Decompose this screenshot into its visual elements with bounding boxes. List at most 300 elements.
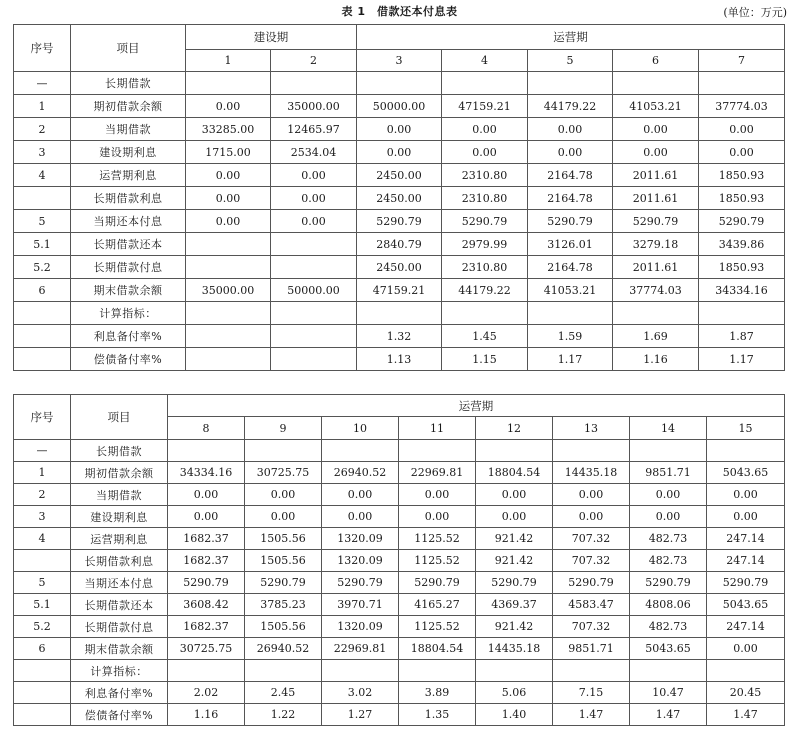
header-seq: 序号 <box>14 395 71 440</box>
value-cell: 1505.56 <box>245 550 322 572</box>
value-cell: 0.00 <box>168 484 245 506</box>
value-cell: 0.00 <box>357 141 442 164</box>
value-cell: 1.87 <box>699 325 785 348</box>
value-cell: 4369.37 <box>476 594 553 616</box>
row-seq: 5.1 <box>14 233 71 256</box>
value-cell: 1.27 <box>322 704 399 726</box>
table-row <box>14 118 785 141</box>
value-cell <box>168 660 245 682</box>
value-cell: 921.42 <box>476 616 553 638</box>
table-header-row <box>14 395 785 417</box>
value-cell: 0.00 <box>271 164 357 187</box>
value-cell: 5290.79 <box>168 572 245 594</box>
value-cell: 1.47 <box>707 704 785 726</box>
table-row <box>14 233 785 256</box>
value-cell <box>442 72 528 95</box>
value-cell: 1125.52 <box>399 616 476 638</box>
value-cell <box>399 660 476 682</box>
table-row <box>14 210 785 233</box>
table-row <box>14 704 785 726</box>
value-cell <box>271 348 357 371</box>
value-cell: 1505.56 <box>245 528 322 550</box>
value-cell: 5290.79 <box>442 210 528 233</box>
value-cell: 2164.78 <box>528 187 613 210</box>
period-header: 6 <box>613 50 699 72</box>
unit-note: (单位：万元) <box>723 6 787 19</box>
value-cell: 1320.09 <box>322 528 399 550</box>
table-row <box>14 302 785 325</box>
value-cell <box>271 256 357 279</box>
value-cell: 1125.52 <box>399 550 476 572</box>
period-header: 8 <box>168 417 245 440</box>
value-cell: 1.17 <box>528 348 613 371</box>
table-row <box>14 462 785 484</box>
value-cell <box>322 440 399 462</box>
period-header: 10 <box>322 417 399 440</box>
value-cell: 44179.22 <box>442 279 528 302</box>
row-item: 期末借款余额 <box>71 279 186 302</box>
value-cell: 1.16 <box>168 704 245 726</box>
table-row <box>14 95 785 118</box>
value-cell: 37774.03 <box>699 95 785 118</box>
row-seq <box>14 187 71 210</box>
value-cell: 247.14 <box>707 528 785 550</box>
value-cell: 0.00 <box>630 506 707 528</box>
value-cell: 1.16 <box>613 348 699 371</box>
value-cell: 0.00 <box>271 187 357 210</box>
value-cell: 5290.79 <box>476 572 553 594</box>
value-cell <box>357 72 442 95</box>
value-cell: 0.00 <box>271 210 357 233</box>
value-cell: 3970.71 <box>322 594 399 616</box>
row-item: 长期借款付息 <box>71 616 168 638</box>
row-seq: 5.2 <box>14 616 71 638</box>
period-header: 2 <box>271 50 357 72</box>
value-cell: 5290.79 <box>528 210 613 233</box>
value-cell: 1.15 <box>442 348 528 371</box>
row-seq <box>14 550 71 572</box>
value-cell: 34334.16 <box>168 462 245 484</box>
row-seq: 1 <box>14 95 71 118</box>
value-cell <box>476 660 553 682</box>
row-item: 期末借款余额 <box>71 638 168 660</box>
value-cell: 2979.99 <box>442 233 528 256</box>
value-cell: 0.00 <box>613 118 699 141</box>
value-cell <box>399 440 476 462</box>
value-cell: 2310.80 <box>442 187 528 210</box>
value-cell: 44179.22 <box>528 95 613 118</box>
value-cell: 0.00 <box>399 484 476 506</box>
header-item: 项目 <box>71 25 186 72</box>
value-cell: 247.14 <box>707 616 785 638</box>
row-item: 计算指标： <box>71 660 168 682</box>
value-cell: 47159.21 <box>357 279 442 302</box>
value-cell: 12465.97 <box>271 118 357 141</box>
period-header: 1 <box>186 50 271 72</box>
value-cell: 14435.18 <box>476 638 553 660</box>
value-cell: 3.02 <box>322 682 399 704</box>
value-cell <box>707 440 785 462</box>
value-cell: 3608.42 <box>168 594 245 616</box>
value-cell: 0.00 <box>186 187 271 210</box>
value-cell: 33285.00 <box>186 118 271 141</box>
row-item: 利息备付率% <box>71 325 186 348</box>
period-header: 9 <box>245 417 322 440</box>
value-cell: 2011.61 <box>613 164 699 187</box>
table-row <box>14 164 785 187</box>
value-cell: 5290.79 <box>613 210 699 233</box>
value-cell <box>528 302 613 325</box>
value-cell: 1682.37 <box>168 616 245 638</box>
value-cell: 0.00 <box>553 506 630 528</box>
value-cell: 41053.21 <box>528 279 613 302</box>
value-cell: 2164.78 <box>528 256 613 279</box>
value-cell: 1.40 <box>476 704 553 726</box>
value-cell: 35000.00 <box>271 95 357 118</box>
value-cell <box>186 256 271 279</box>
table-row <box>14 594 785 616</box>
value-cell <box>553 440 630 462</box>
value-cell: 0.00 <box>168 506 245 528</box>
table-header-row <box>14 25 785 50</box>
value-cell: 41053.21 <box>613 95 699 118</box>
value-cell: 1.59 <box>528 325 613 348</box>
row-seq <box>14 704 71 726</box>
value-cell: 5043.65 <box>630 638 707 660</box>
value-cell: 2310.80 <box>442 164 528 187</box>
row-item: 长期借款 <box>71 440 168 462</box>
value-cell: 921.42 <box>476 550 553 572</box>
value-cell: 1850.93 <box>699 164 785 187</box>
row-item: 当期借款 <box>71 118 186 141</box>
value-cell <box>613 302 699 325</box>
value-cell: 4808.06 <box>630 594 707 616</box>
value-cell: 0.00 <box>476 484 553 506</box>
value-cell: 50000.00 <box>271 279 357 302</box>
table-row <box>14 440 785 462</box>
table-row <box>14 660 785 682</box>
row-seq <box>14 348 71 371</box>
row-item: 当期还本付息 <box>71 572 168 594</box>
value-cell <box>357 302 442 325</box>
table-row <box>14 616 785 638</box>
row-seq: 5.1 <box>14 594 71 616</box>
period-header: 5 <box>528 50 613 72</box>
row-item: 长期借款还本 <box>71 594 168 616</box>
row-item: 当期还本付息 <box>71 210 186 233</box>
table-row <box>14 348 785 371</box>
table-row <box>14 682 785 704</box>
value-cell: 1320.09 <box>322 616 399 638</box>
value-cell: 34334.16 <box>699 279 785 302</box>
value-cell: 5290.79 <box>399 572 476 594</box>
period-header: 4 <box>442 50 528 72</box>
value-cell: 1.45 <box>442 325 528 348</box>
value-cell <box>186 348 271 371</box>
table-row <box>14 325 785 348</box>
value-cell: 30725.75 <box>168 638 245 660</box>
value-cell <box>613 72 699 95</box>
value-cell: 0.00 <box>442 141 528 164</box>
row-seq: 1 <box>14 462 71 484</box>
value-cell <box>271 325 357 348</box>
value-cell: 5043.65 <box>707 462 785 484</box>
row-item: 运营期利息 <box>71 528 168 550</box>
row-seq: 6 <box>14 638 71 660</box>
row-seq: 5 <box>14 210 71 233</box>
value-cell: 26940.52 <box>322 462 399 484</box>
row-item: 长期借款还本 <box>71 233 186 256</box>
row-seq <box>14 660 71 682</box>
value-cell <box>186 302 271 325</box>
period-header: 7 <box>699 50 785 72</box>
value-cell: 1.13 <box>357 348 442 371</box>
value-cell <box>699 302 785 325</box>
value-cell: 247.14 <box>707 550 785 572</box>
row-item: 偿债备付率% <box>71 348 186 371</box>
value-cell: 3785.23 <box>245 594 322 616</box>
value-cell: 5290.79 <box>553 572 630 594</box>
value-cell: 3126.01 <box>528 233 613 256</box>
value-cell: 5290.79 <box>630 572 707 594</box>
row-seq: 3 <box>14 506 71 528</box>
value-cell: 1.32 <box>357 325 442 348</box>
value-cell: 50000.00 <box>357 95 442 118</box>
value-cell: 0.00 <box>399 506 476 528</box>
value-cell <box>553 660 630 682</box>
value-cell <box>271 302 357 325</box>
value-cell: 2.45 <box>245 682 322 704</box>
header-operation-period: 运营期 <box>168 395 785 417</box>
table-row <box>14 72 785 95</box>
value-cell: 1.22 <box>245 704 322 726</box>
table-row <box>14 528 785 550</box>
value-cell: 14435.18 <box>553 462 630 484</box>
value-cell: 921.42 <box>476 528 553 550</box>
value-cell <box>168 440 245 462</box>
value-cell <box>528 72 613 95</box>
value-cell <box>630 660 707 682</box>
value-cell: 707.32 <box>553 528 630 550</box>
value-cell: 0.00 <box>699 141 785 164</box>
row-seq: 4 <box>14 528 71 550</box>
row-seq: 5.2 <box>14 256 71 279</box>
period-header: 15 <box>707 417 785 440</box>
repayment-table-part-1 <box>13 24 785 371</box>
value-cell <box>707 660 785 682</box>
value-cell <box>186 325 271 348</box>
row-seq: 6 <box>14 279 71 302</box>
row-item: 建设期利息 <box>71 141 186 164</box>
table-row <box>14 572 785 594</box>
value-cell: 1320.09 <box>322 550 399 572</box>
value-cell: 0.00 <box>186 164 271 187</box>
value-cell: 5290.79 <box>357 210 442 233</box>
value-cell: 4583.47 <box>553 594 630 616</box>
row-item: 偿债备付率% <box>71 704 168 726</box>
row-item: 期初借款余额 <box>71 462 168 484</box>
value-cell: 0.00 <box>186 210 271 233</box>
row-item: 当期借款 <box>71 484 168 506</box>
document-title: 表 1 借款还本付息表 <box>341 5 458 18</box>
period-header: 12 <box>476 417 553 440</box>
value-cell: 10.47 <box>630 682 707 704</box>
value-cell: 2450.00 <box>357 164 442 187</box>
value-cell: 18804.54 <box>399 638 476 660</box>
value-cell: 18804.54 <box>476 462 553 484</box>
value-cell: 0.00 <box>528 141 613 164</box>
table-row <box>14 506 785 528</box>
value-cell: 0.00 <box>707 484 785 506</box>
period-header: 11 <box>399 417 476 440</box>
value-cell: 1682.37 <box>168 528 245 550</box>
period-header: 14 <box>630 417 707 440</box>
value-cell: 5290.79 <box>699 210 785 233</box>
value-cell <box>322 660 399 682</box>
value-cell <box>476 440 553 462</box>
header-construction-period: 建设期 <box>186 25 357 50</box>
value-cell: 707.32 <box>553 550 630 572</box>
row-seq: 2 <box>14 484 71 506</box>
value-cell <box>271 233 357 256</box>
header-item: 项目 <box>71 395 168 440</box>
value-cell <box>245 660 322 682</box>
value-cell: 482.73 <box>630 528 707 550</box>
value-cell: 2164.78 <box>528 164 613 187</box>
value-cell: 9851.71 <box>630 462 707 484</box>
value-cell: 1.69 <box>613 325 699 348</box>
value-cell: 482.73 <box>630 616 707 638</box>
value-cell: 37774.03 <box>613 279 699 302</box>
value-cell: 5.06 <box>476 682 553 704</box>
row-seq <box>14 682 71 704</box>
value-cell: 2450.00 <box>357 256 442 279</box>
row-item: 运营期利息 <box>71 164 186 187</box>
value-cell: 0.00 <box>442 118 528 141</box>
value-cell: 0.00 <box>322 484 399 506</box>
value-cell: 9851.71 <box>553 638 630 660</box>
value-cell: 707.32 <box>553 616 630 638</box>
value-cell: 2011.61 <box>613 256 699 279</box>
value-cell: 0.00 <box>707 506 785 528</box>
value-cell: 2.02 <box>168 682 245 704</box>
table-row <box>14 187 785 210</box>
value-cell: 1850.93 <box>699 256 785 279</box>
row-item: 利息备付率% <box>71 682 168 704</box>
value-cell: 0.00 <box>699 118 785 141</box>
row-item: 计算指标： <box>71 302 186 325</box>
value-cell: 1850.93 <box>699 187 785 210</box>
row-item: 长期借款利息 <box>71 550 168 572</box>
value-cell <box>245 440 322 462</box>
value-cell: 20.45 <box>707 682 785 704</box>
value-cell: 1.47 <box>630 704 707 726</box>
value-cell: 2310.80 <box>442 256 528 279</box>
row-item: 期初借款余额 <box>71 95 186 118</box>
value-cell: 3.89 <box>399 682 476 704</box>
row-seq <box>14 325 71 348</box>
value-cell: 0.00 <box>245 484 322 506</box>
header-seq: 序号 <box>14 25 71 72</box>
value-cell <box>442 302 528 325</box>
value-cell: 1715.00 <box>186 141 271 164</box>
value-cell <box>186 72 271 95</box>
row-seq: — <box>14 72 71 95</box>
value-cell: 0.00 <box>357 118 442 141</box>
value-cell: 1.17 <box>699 348 785 371</box>
period-header: 13 <box>553 417 630 440</box>
value-cell: 7.15 <box>553 682 630 704</box>
header-operation-period: 运营期 <box>357 25 785 50</box>
value-cell: 5290.79 <box>707 572 785 594</box>
table-row <box>14 141 785 164</box>
row-item: 长期借款 <box>71 72 186 95</box>
value-cell: 1.47 <box>553 704 630 726</box>
value-cell: 2840.79 <box>357 233 442 256</box>
value-cell: 5290.79 <box>245 572 322 594</box>
value-cell: 5290.79 <box>322 572 399 594</box>
row-seq: 4 <box>14 164 71 187</box>
value-cell: 3279.18 <box>613 233 699 256</box>
value-cell <box>186 233 271 256</box>
table-row <box>14 550 785 572</box>
value-cell: 2450.00 <box>357 187 442 210</box>
value-cell: 0.00 <box>322 506 399 528</box>
value-cell: 26940.52 <box>245 638 322 660</box>
value-cell: 2534.04 <box>271 141 357 164</box>
value-cell: 0.00 <box>245 506 322 528</box>
value-cell: 1125.52 <box>399 528 476 550</box>
value-cell: 1682.37 <box>168 550 245 572</box>
row-item: 长期借款付息 <box>71 256 186 279</box>
value-cell: 4165.27 <box>399 594 476 616</box>
row-item: 建设期利息 <box>71 506 168 528</box>
row-seq: 5 <box>14 572 71 594</box>
table-row <box>14 638 785 660</box>
row-seq: 2 <box>14 118 71 141</box>
row-item: 长期借款利息 <box>71 187 186 210</box>
value-cell <box>630 440 707 462</box>
value-cell: 0.00 <box>630 484 707 506</box>
value-cell: 0.00 <box>186 95 271 118</box>
value-cell: 482.73 <box>630 550 707 572</box>
value-cell <box>271 72 357 95</box>
value-cell: 5043.65 <box>707 594 785 616</box>
row-seq <box>14 302 71 325</box>
title-bar <box>0 0 799 22</box>
repayment-table-part-2 <box>13 394 785 726</box>
value-cell: 2011.61 <box>613 187 699 210</box>
value-cell: 22969.81 <box>399 462 476 484</box>
value-cell: 35000.00 <box>186 279 271 302</box>
value-cell: 1.35 <box>399 704 476 726</box>
value-cell: 0.00 <box>553 484 630 506</box>
table-row <box>14 484 785 506</box>
row-seq: 3 <box>14 141 71 164</box>
value-cell: 0.00 <box>476 506 553 528</box>
value-cell <box>699 72 785 95</box>
value-cell: 0.00 <box>707 638 785 660</box>
value-cell: 0.00 <box>613 141 699 164</box>
value-cell: 0.00 <box>528 118 613 141</box>
value-cell: 1505.56 <box>245 616 322 638</box>
value-cell: 47159.21 <box>442 95 528 118</box>
row-seq: — <box>14 440 71 462</box>
table-row <box>14 256 785 279</box>
period-header: 3 <box>357 50 442 72</box>
value-cell: 30725.75 <box>245 462 322 484</box>
value-cell: 22969.81 <box>322 638 399 660</box>
